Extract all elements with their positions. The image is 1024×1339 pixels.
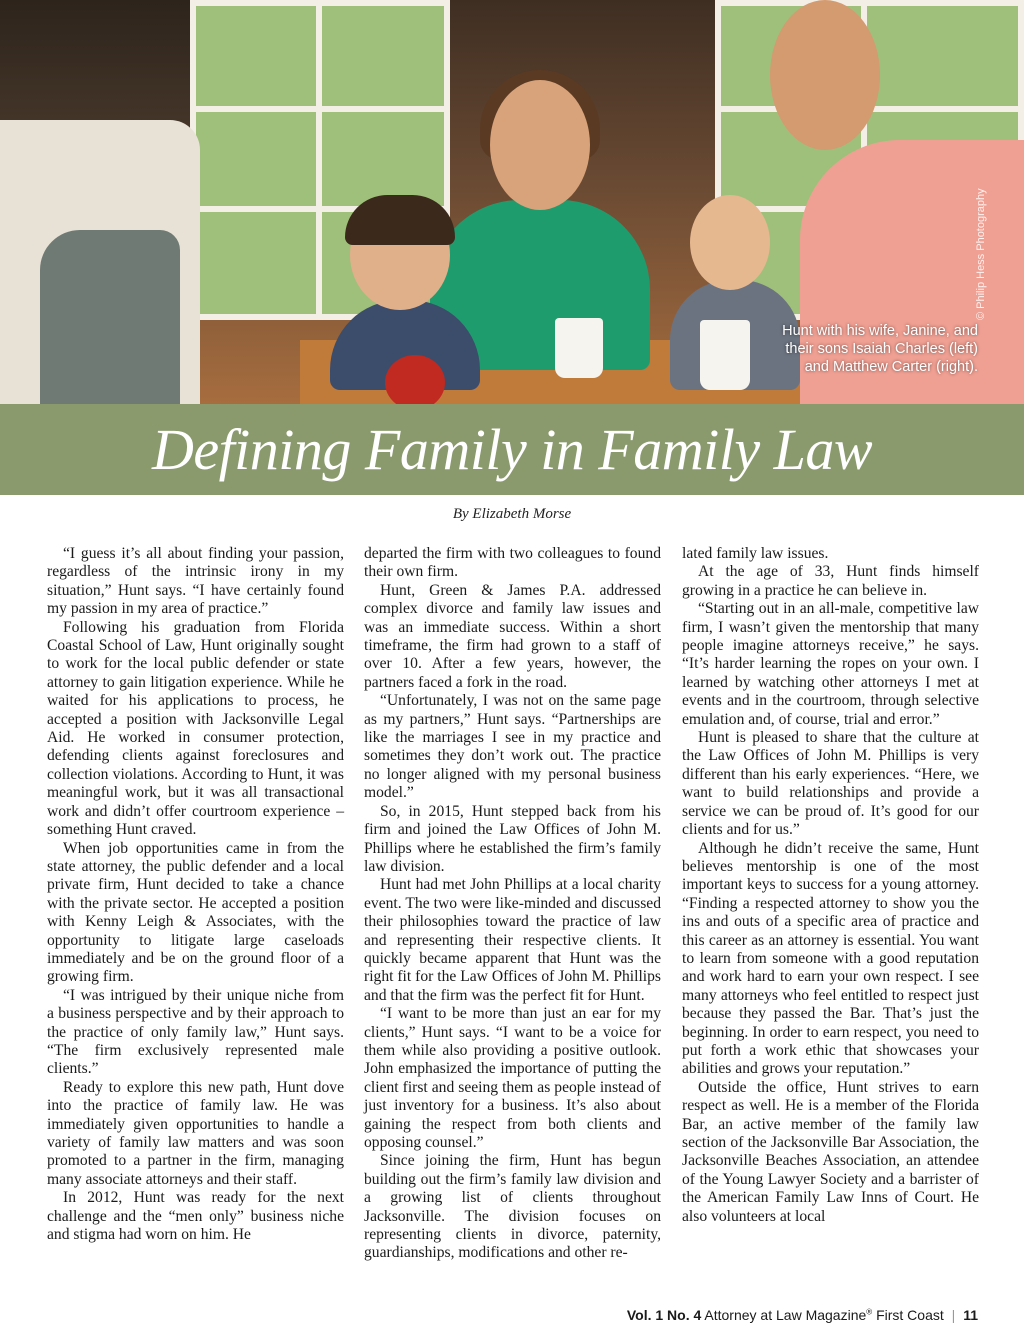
article-title: Defining Family in Family Law (151, 417, 873, 482)
paragraph: “Starting out in an all-male, competitive law firm, I wasn’t given the mentorship that many people imagine attorneys receive,” he says. “It’s harder learning the ropes on your own. I learned by watching other attorneys I met at events and in the courtroom, through selective emulation and, of course, trial and error.” (682, 600, 979, 728)
footer-separator: | (951, 1307, 956, 1323)
article-column-1 (47, 545, 344, 1244)
paragraph: Since joining the firm, Hunt has begun building out the firm’s family law division and a growing list of clients throughout Jacksonville. The division focuses on representing clients in divorce, paternity, guardianships, modifications and other re- (364, 1152, 661, 1262)
photo-caption: Hunt with his wife, Janine, and their sons Isaiah Charles (left) and Matthew Carter (right). (782, 323, 978, 375)
photo-credit (975, 304, 991, 320)
page-number: 11 (963, 1307, 978, 1323)
paragraph: Hunt is pleased to share that the culture at the Law Offices of John M. Phillips is very different than his early experiences. “Here, we want to build relationships and provide a service we can be proud of. It’s good for our clients and for us.” (682, 729, 979, 839)
footer-issue: Vol. 1 No. 4 (626, 1307, 702, 1323)
paragraph: “I was intrigued by their unique niche from a business perspective and by their approach to the practice of only family law,” Hunt says. “The firm exclusively represented male clients.” (47, 986, 344, 1078)
paragraph: In 2012, Hunt was ready for the next challenge and the “men only” business niche and stigma had worn on him. He (47, 1189, 344, 1244)
photo-blanket (40, 230, 180, 410)
paragraph: Following his graduation from Florida Coastal School of Law, Hunt originally sought to work for the local public defender or state attorney to gain litigation experience. While he waited for his applications to process, he accepted a position with Jacksonville Legal Aid. He worked in consumer protection, defending clients against foreclosures and collection violations. According to Hunt, it was meaningful work, but it was all transactional work and didn’t offer courtroom experience – something Hunt craved. (47, 618, 344, 839)
paragraph: “I guess it’s all about finding your passion, regardless of the intrinsic irony in my situation,” Hunt says. “I have certainly found my passion in my area of practice.” (47, 545, 344, 618)
article-column-2 (364, 545, 661, 1263)
photo-apple (385, 355, 445, 410)
paragraph: departed the firm with two colleagues to found their own firm. (364, 545, 661, 581)
footer-magazine: Attorney at Law Magazine (704, 1307, 867, 1323)
paragraph: At the age of 33, Hunt finds himself growing in a practice he can believe in. (682, 563, 979, 599)
paragraph: “I want to be more than just an ear for my clients,” Hunt says. “I want to be a voice for them while also providing a positive outlook. John emphasized the importance of putting the client first and seeing them as people instead of just inventory for a business. It’s also about gaining the respect from both clients and opposing counsel.” (364, 1005, 661, 1151)
footer-edition: First Coast (876, 1307, 944, 1323)
paragraph: lated family law issues. (682, 545, 829, 562)
registered-mark: ® (866, 1307, 873, 1317)
paragraph: So, in 2015, Hunt stepped back from his firm and joined the Law Offices of John M. Phillips where he established the firm’s family law division. (364, 802, 661, 875)
paragraph: When job opportunities came in from the state attorney, the public defender and a local private firm, Hunt decided to take a chance with the private sector. He accepted a position with Kenny Leigh & Associates, with the opportunity to litigate large caseloads immediately and be on the ground floor of a growing firm. (47, 839, 344, 986)
paragraph: Outside the office, Hunt strives to earn respect as well. He is a member of the Florida Bar, an active member of the family law section of the Jacksonville Bar Association, the Jacksonville Beaches Association, an attendee of the Young Lawyer Society and a barrister of the American Family Law Inns of Court. He also volunteers at local (682, 1078, 979, 1225)
photo-mug (555, 318, 603, 378)
paragraph: Hunt, Green & James P.A. addressed complex divorce and family law issues and was an immediate success. Within a short timeframe, the firm had grown to a staff of over 10. After a few years, however, the partners faced a fork in the road. (364, 581, 661, 691)
paragraph: “Unfortunately, I was not on the same page as my partners,” Hunt says. “Partnerships are like the marriages I see in my practice and sometimes they don’t work out. The practice no longer aligned with my personal business model.” (364, 692, 661, 802)
photo-mug (700, 320, 750, 390)
article-column-3 (682, 545, 979, 1226)
paragraph: Ready to explore this new path, Hunt dove into the practice of family law. He was immediately given opportunities to handle a variety of family law matters and was soon promoted to a partner in the firm, managing many associate attorneys and their staff. (47, 1078, 344, 1188)
page-footer (627, 1307, 978, 1323)
paragraph: Although he didn’t receive the same, Hunt believes mentorship is one of the most important keys to success for a young attorney. “Finding a respected attorney to show you the ins and outs of a specific area of practice and this career as an attorney is essential. You want to learn from someone with a good reputation and work hard to earn your own respect. I see many attorneys who feel entitled to respect just because they passed the Bar. That’s just the beginning. In order to earn respect, you need to put forth a work ethic that showcases your abilities and grows your reputation.” (682, 839, 979, 1078)
paragraph: Hunt had met John Phillips at a local charity event. The two were like-minded and discussed their philosophies toward the practice of law and representing their respective clients. It quickly became apparent that Hunt was the right fit for the Law Offices of John M. Phillips and that the firm was the perfect fit for Hunt. (364, 876, 661, 1004)
article-byline: By Elizabeth Morse (452, 506, 572, 522)
